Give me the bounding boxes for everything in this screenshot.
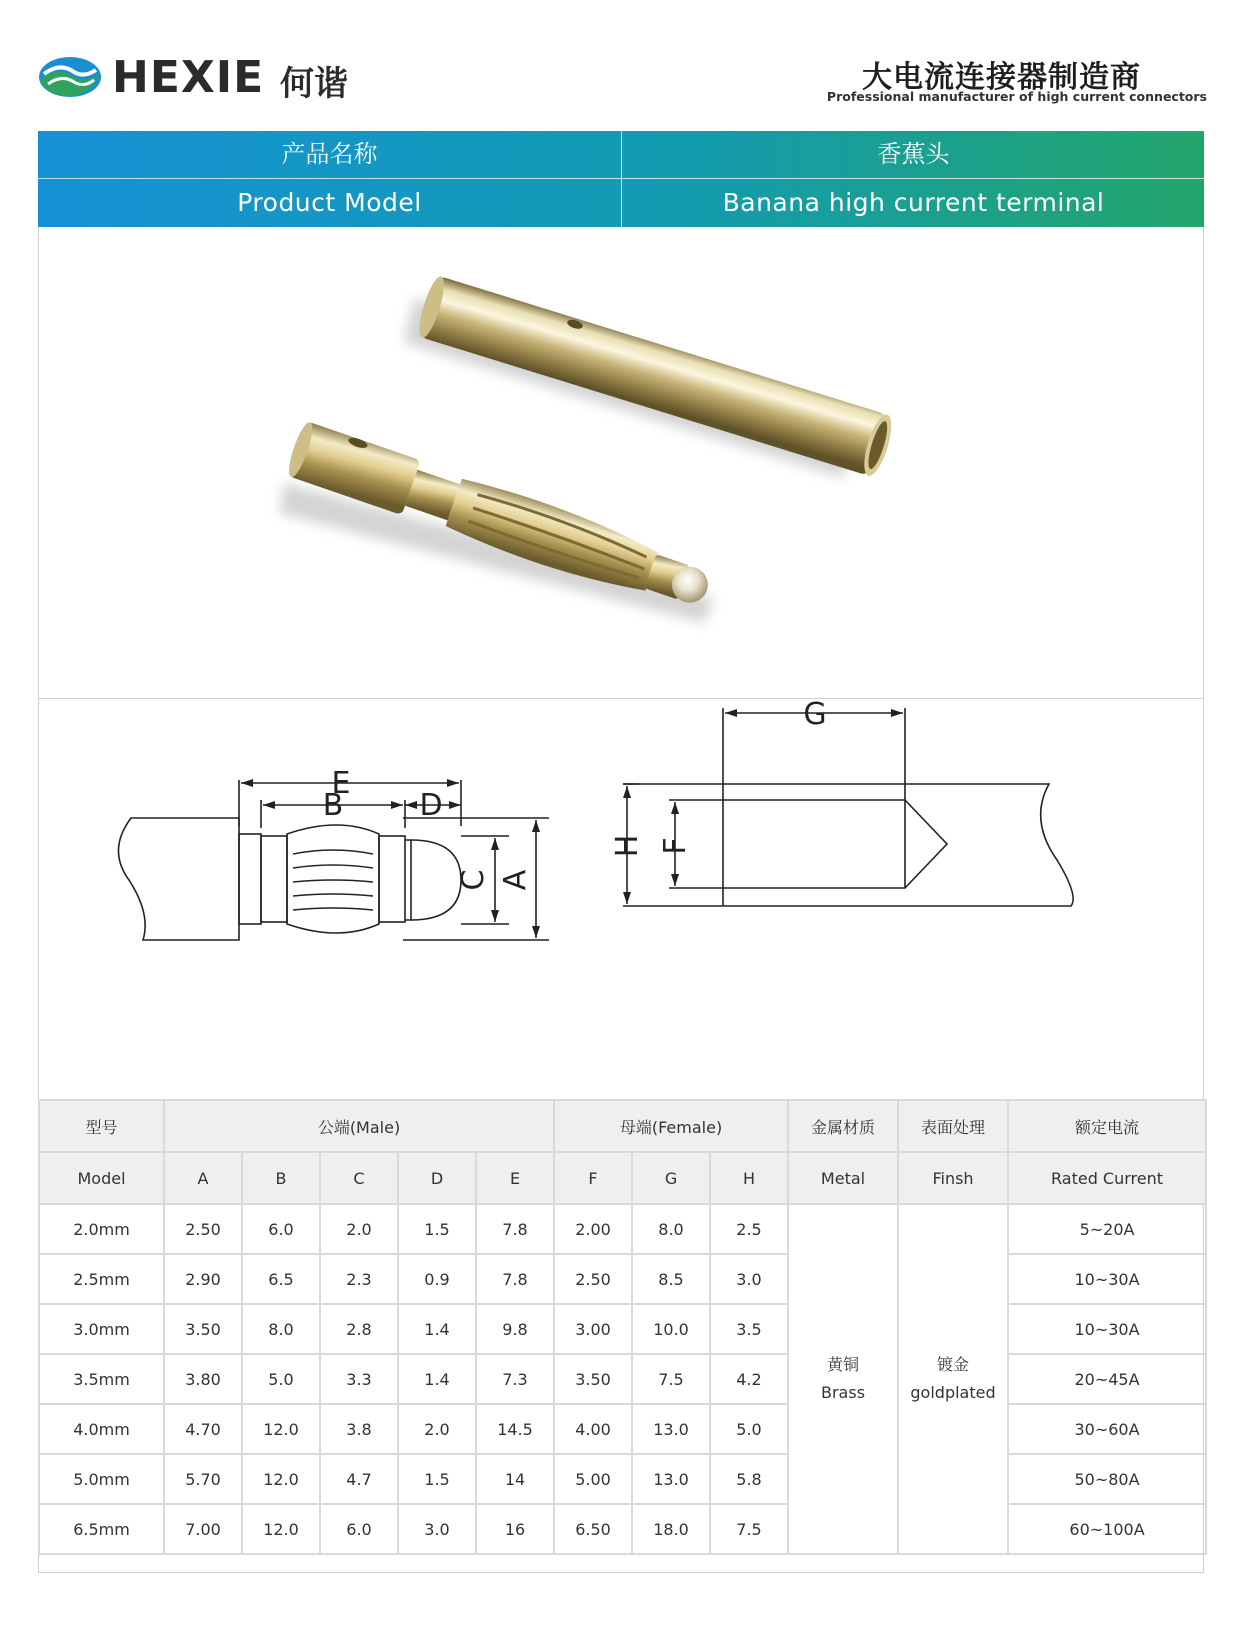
cell-rated-current: 10~30A	[1008, 1254, 1206, 1304]
table-row	[39, 1454, 1206, 1504]
cell-dimension: 2.3	[320, 1254, 398, 1304]
cell-dimension: 9.8	[476, 1304, 554, 1354]
dim-label-c: C	[456, 869, 491, 891]
cell-dimension: 5.70	[164, 1454, 242, 1504]
spec-table	[38, 1099, 1207, 1555]
header-col-c: C	[320, 1152, 398, 1204]
cell-model: 2.0mm	[39, 1204, 164, 1254]
cell-dimension: 8.5	[632, 1254, 710, 1304]
header-col-a: A	[164, 1152, 242, 1204]
cell-model: 6.5mm	[39, 1504, 164, 1554]
cell-dimension: 16	[476, 1504, 554, 1554]
slogan-cn: 大电流连接器制造商	[862, 60, 1141, 95]
cell-model: 5.0mm	[39, 1454, 164, 1504]
brand-name: HEXIE	[112, 52, 265, 103]
cell-dimension: 8.0	[632, 1204, 710, 1254]
product-model-value: Banana high current terminal	[722, 188, 1105, 217]
cell-dimension: 10.0	[632, 1304, 710, 1354]
table-row	[39, 1404, 1206, 1454]
cell-dimension: 7.00	[164, 1504, 242, 1554]
header-col-e: E	[476, 1152, 554, 1204]
cell-dimension: 3.0	[398, 1504, 476, 1554]
cell-metal	[788, 1204, 898, 1554]
cell-model: 3.5mm	[39, 1354, 164, 1404]
cell-rated-current: 30~60A	[1008, 1404, 1206, 1454]
cell-dimension: 14.5	[476, 1404, 554, 1454]
header-col-d: D	[398, 1152, 476, 1204]
cell-dimension: 2.50	[164, 1204, 242, 1254]
cell-rated-current: 50~80A	[1008, 1454, 1206, 1504]
table-row	[39, 1304, 1206, 1354]
cell-dimension: 6.5	[242, 1254, 320, 1304]
cell-dimension: 3.80	[164, 1354, 242, 1404]
page-header	[0, 0, 1244, 125]
header-col-g: G	[632, 1152, 710, 1204]
cell-dimension: 14	[476, 1454, 554, 1504]
header-finish-cn: 表面处理	[898, 1100, 1008, 1152]
cell-dimension: 3.3	[320, 1354, 398, 1404]
cell-metal-en: Brass	[821, 1383, 866, 1402]
cell-dimension: 3.8	[320, 1404, 398, 1454]
cell-dimension: 3.00	[554, 1304, 632, 1354]
cell-dimension: 6.50	[554, 1504, 632, 1554]
header-male: 公端(Male)	[164, 1100, 554, 1152]
cell-dimension: 13.0	[632, 1404, 710, 1454]
dim-label-b: B	[322, 788, 344, 823]
cell-model: 4.0mm	[39, 1404, 164, 1454]
cell-dimension: 2.00	[554, 1204, 632, 1254]
cell-dimension: 1.4	[398, 1304, 476, 1354]
brand-name-cn: 何谐	[280, 64, 348, 104]
cell-dimension: 4.7	[320, 1454, 398, 1504]
table-row	[39, 1254, 1206, 1304]
cell-dimension: 3.5	[710, 1304, 788, 1354]
cell-dimension: 5.00	[554, 1454, 632, 1504]
product-model-label: Product Model	[237, 188, 422, 217]
cell-dimension: 2.0	[398, 1404, 476, 1454]
cell-dimension: 7.8	[476, 1204, 554, 1254]
cell-dimension: 4.70	[164, 1404, 242, 1454]
cell-dimension: 2.50	[554, 1254, 632, 1304]
header-col-h: H	[710, 1152, 788, 1204]
cell-dimension: 4.2	[710, 1354, 788, 1404]
header-metal-en: Metal	[788, 1152, 898, 1204]
cell-dimension: 1.5	[398, 1204, 476, 1254]
cell-metal-cn: 黄铜	[827, 1355, 860, 1374]
cell-dimension: 3.50	[554, 1354, 632, 1404]
header-metal-cn: 金属材质	[788, 1100, 898, 1152]
cell-rated-current: 10~30A	[1008, 1304, 1206, 1354]
cell-finish-en: goldplated	[910, 1383, 996, 1402]
cell-model: 3.0mm	[39, 1304, 164, 1354]
dimension-drawing	[39, 700, 1203, 1098]
cell-dimension: 12.0	[242, 1404, 320, 1454]
header-col-b: B	[242, 1152, 320, 1204]
cell-rated-current: 5~20A	[1008, 1204, 1206, 1254]
dim-label-f: F	[658, 837, 693, 855]
cell-dimension: 5.0	[710, 1404, 788, 1454]
cell-rated-current: 20~45A	[1008, 1354, 1206, 1404]
header-col-f: F	[554, 1152, 632, 1204]
cell-dimension: 8.0	[242, 1304, 320, 1354]
cell-dimension: 7.5	[632, 1354, 710, 1404]
dim-label-g: G	[803, 700, 827, 732]
cell-dimension: 5.8	[710, 1454, 788, 1504]
cell-dimension: 12.0	[242, 1454, 320, 1504]
table-row	[39, 1354, 1206, 1404]
cell-dimension: 2.5	[710, 1204, 788, 1254]
header-model-cn: 型号	[39, 1100, 164, 1152]
cell-dimension: 1.4	[398, 1354, 476, 1404]
header-model-en: Model	[39, 1152, 164, 1204]
cell-finish-cn: 镀金	[937, 1355, 970, 1374]
dim-label-a: A	[498, 869, 533, 891]
dim-label-d: D	[419, 788, 443, 823]
header-current-en: Rated Current	[1008, 1152, 1206, 1204]
cell-model: 2.5mm	[39, 1254, 164, 1304]
cell-finish	[898, 1204, 1008, 1554]
hexie-logo-icon	[38, 56, 102, 98]
table-row	[39, 1204, 1206, 1254]
cell-dimension: 2.8	[320, 1304, 398, 1354]
cell-dimension: 7.3	[476, 1354, 554, 1404]
header-current-cn: 额定电流	[1008, 1100, 1206, 1152]
product-photo	[39, 228, 1203, 698]
cell-dimension: 5.0	[242, 1354, 320, 1404]
cell-dimension: 1.5	[398, 1454, 476, 1504]
cell-dimension: 6.0	[242, 1204, 320, 1254]
cell-dimension: 6.0	[320, 1504, 398, 1554]
cell-dimension: 4.00	[554, 1404, 632, 1454]
product-name-label: 产品名称	[281, 140, 378, 168]
header-female: 母端(Female)	[554, 1100, 788, 1152]
dim-label-e: E	[331, 766, 351, 801]
cell-rated-current: 60~100A	[1008, 1504, 1206, 1554]
cell-dimension: 2.90	[164, 1254, 242, 1304]
dim-label-h: H	[610, 834, 645, 858]
cell-dimension: 3.50	[164, 1304, 242, 1354]
cell-dimension: 13.0	[632, 1454, 710, 1504]
cell-dimension: 18.0	[632, 1504, 710, 1554]
photo-separator	[38, 698, 1204, 699]
table-row	[39, 1504, 1206, 1554]
cell-dimension: 7.5	[710, 1504, 788, 1554]
cell-dimension: 3.0	[710, 1254, 788, 1304]
title-band	[38, 131, 1204, 227]
cell-dimension: 2.0	[320, 1204, 398, 1254]
cell-dimension: 0.9	[398, 1254, 476, 1304]
cell-dimension: 7.8	[476, 1254, 554, 1304]
product-name-value: 香蕉头	[877, 140, 950, 168]
cell-dimension: 12.0	[242, 1504, 320, 1554]
slogan-en: Professional manufacturer of high current connectors	[826, 89, 1207, 104]
header-finish-en: Finsh	[898, 1152, 1008, 1204]
